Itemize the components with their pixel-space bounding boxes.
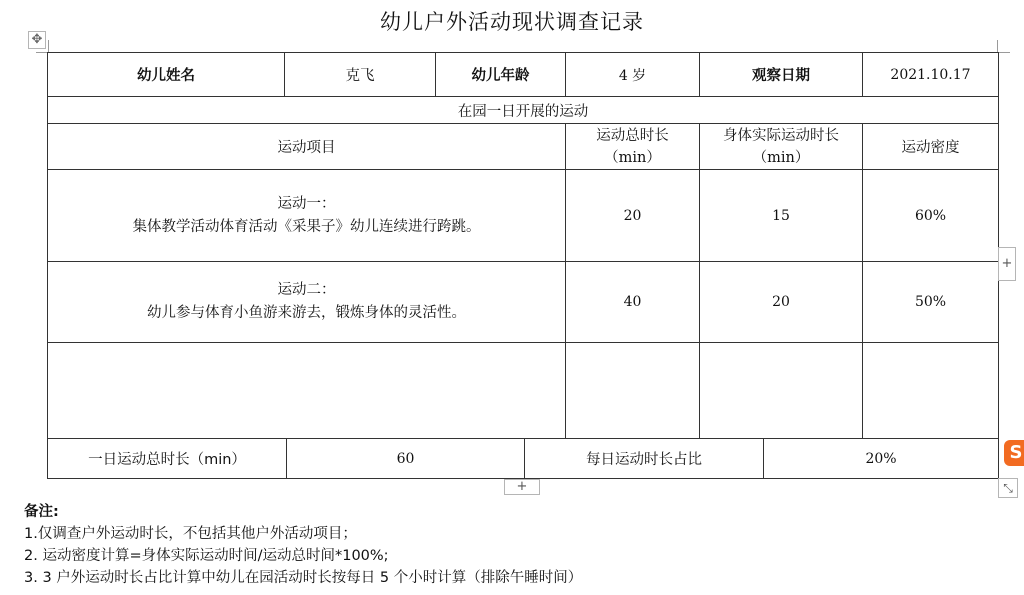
- observation-date-label: 观察日期: [700, 53, 863, 97]
- activity-title: 运动一：: [277, 195, 336, 212]
- notes-section: [24, 501, 1014, 589]
- col-total-duration-header: [566, 124, 700, 170]
- daily-total-label: 一日运动总时长（min）: [48, 439, 287, 478]
- activity-density: 60%: [863, 170, 999, 262]
- daily-ratio-value: 20%: [865, 450, 897, 467]
- record-table: [47, 52, 999, 479]
- col-project-header: 运动项目: [48, 124, 566, 170]
- activity-total-duration: 40: [566, 262, 700, 343]
- summary-table: [48, 439, 998, 478]
- col-total-duration-title: 运动总时长: [596, 127, 669, 144]
- activity-description-cell: [48, 170, 566, 262]
- activity-title: 运动二：: [277, 282, 336, 298]
- column-header-row: [48, 124, 999, 170]
- child-name-value: 克飞: [285, 53, 436, 97]
- document-title: 幼儿户外活动现状调查记录: [380, 10, 644, 34]
- empty-cell[interactable]: [863, 343, 999, 439]
- resize-icon: ⤡: [1003, 481, 1013, 495]
- activity-description-cell: [48, 262, 566, 343]
- note-item: 3. 3 户外运动时长占比计算中幼儿在园活动时长按每日 5 个小时计算（排除午睡时间）: [24, 570, 583, 586]
- summary-row: [48, 439, 999, 479]
- notes-heading: 备注:: [24, 504, 59, 520]
- empty-cell[interactable]: [700, 343, 863, 439]
- activity-actual-duration: 20: [700, 262, 863, 343]
- activity-description: 集体教学活动体育活动《采果子》幼儿连续进行跨跳。: [132, 218, 481, 235]
- col-density-header: 运动密度: [863, 124, 999, 170]
- note-item: 1.仅调查户外运动时长，不包括其他户外活动项目；: [24, 526, 357, 542]
- observation-date-value: 2021.10.17: [863, 53, 999, 97]
- empty-activity-row: [48, 343, 999, 439]
- daily-ratio-label: 每日运动时长占比: [525, 439, 764, 478]
- plus-icon: +: [516, 479, 528, 494]
- info-row: [48, 53, 999, 97]
- empty-cell[interactable]: [48, 343, 566, 439]
- section-row: [48, 97, 999, 124]
- child-age-label: 幼儿年龄: [436, 53, 566, 97]
- child-name-label: 幼儿姓名: [48, 53, 285, 97]
- empty-cell[interactable]: [566, 343, 700, 439]
- sogou-glyph: S: [1009, 442, 1023, 463]
- table-resize-handle[interactable]: [998, 478, 1018, 498]
- col-total-duration-unit: （min）: [604, 149, 661, 166]
- add-row-button[interactable]: [504, 479, 540, 495]
- sogou-ime-icon[interactable]: [1004, 440, 1024, 466]
- note-item: 2. 运动密度计算=身体实际运动时间/运动总时间*100%;: [24, 548, 389, 564]
- section-title: 在园一日开展的运动: [48, 97, 999, 124]
- move-icon: ✥: [31, 32, 43, 47]
- activity-description: 幼儿参与体育小鱼游来游去，锻炼身体的灵活性。: [147, 305, 466, 321]
- col-actual-duration-unit: （min）: [752, 149, 810, 166]
- daily-total-value: 60: [287, 439, 525, 478]
- summary-container: [48, 439, 999, 479]
- plus-icon: +: [1001, 256, 1013, 271]
- activity-total-duration: 20: [566, 170, 700, 262]
- activity-row: [48, 170, 999, 262]
- activity-row: [48, 262, 999, 343]
- child-age-value: 4 岁: [566, 53, 700, 97]
- col-actual-duration-title: 身体实际运动时长: [723, 127, 839, 144]
- activity-actual-duration: 15: [700, 170, 863, 262]
- add-column-button[interactable]: [998, 247, 1016, 281]
- col-actual-duration-header: [700, 124, 863, 170]
- activity-density: 50%: [863, 262, 999, 343]
